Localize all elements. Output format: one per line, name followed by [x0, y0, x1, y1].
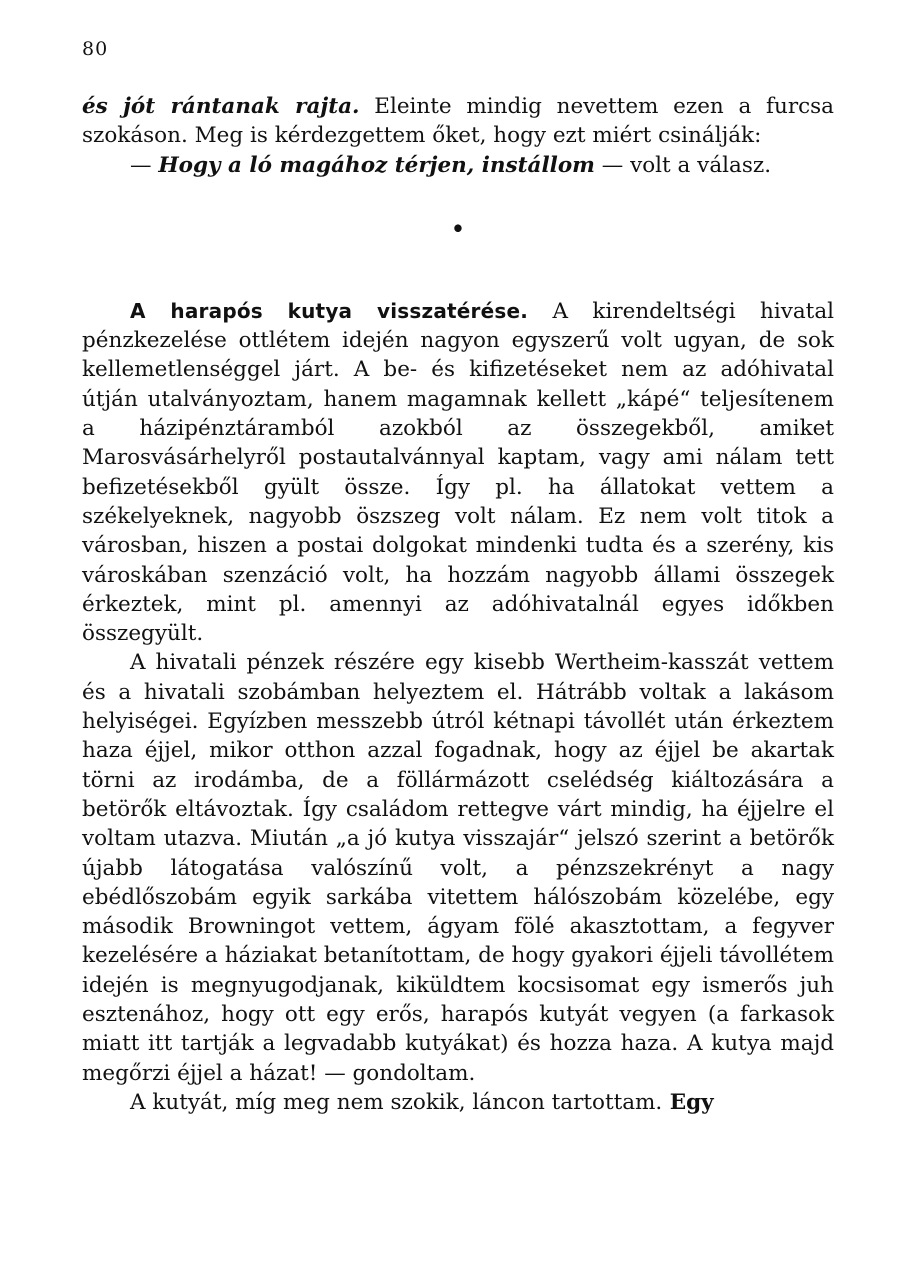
section-separator: • [451, 215, 465, 241]
paragraph-5-last-word: Egy [662, 1089, 714, 1115]
page-number: 80 [82, 38, 109, 60]
book-page [82, 0, 834, 1288]
paragraph-3 [82, 297, 834, 649]
paragraph-5 [82, 1088, 834, 1117]
paragraph-2-dialogue [82, 151, 834, 180]
dialogue-dash: — [130, 152, 159, 178]
section-title: A harapós kutya visszatérése. [130, 298, 529, 323]
dialogue-quote: Hogy a ló magához térjen, instállom [158, 152, 595, 178]
paragraph-4: A hivatali pénzek részére egy kisebb Wertheim-kasszát vettem és a hivatali szobámban helyeztem el. Hátrább voltak a lakásom helyiségei. Egyízben messzebb útról kétnapi távollét után érkeztem haza éjjel, mikor otthon azzal fogadnak, hogy az éjjel be akartak törni az irodámba, de a föllármázott cselédség kiáltozására a betörők eltávoztak. Így családom rettegve várt mindig, ha éjjelre el voltam utazva. Miután „a jó kutya visszajár“ jelszó szerint a betörők újabb látogatása valószínű volt, a pénzszekrényt a nagy ebédlőszobám egyik sarkába vitettem hálószobám közelébe, egy második Browningot vettem, ágyam fölé akasztottam, a fegyver kezelésére a háziakat betanítottam, de hogy gyakori éjjeli távollétem idején is megnyugodjanak, kiküldtem kocsisomat egy ismerős juh esztenához, hogy ott egy erős, harapós kutyát vegyen (a farkasok miatt itt tartják a legvadabb kutyákat) és hozza haza. A kutya majd megőrzi éjjel a házat! — gondoltam. [82, 650, 834, 1086]
page-body [82, 92, 834, 1117]
paragraph-1 [82, 92, 834, 151]
dialogue-rest: — volt a válasz. [594, 152, 772, 178]
paragraph-3-text: A kirendeltségi hivatal pénzkezelése ottlétem idején nagyon egyszerű volt ugyan, de sok kellemetlenséggel járt. A be- és kifizetéseket nem az adóhivatal útján utalványoztam, hanem magamnak kellett „kápé“ teljesítenem a házipénztáramból azokból az összegekből, amiket Marosvásárhelyről postautalvánnyal kaptam, vagy ami nálam tett befizetésekből gyült össze. Így pl. ha állatokat vettem a székelyeknek, nagyobb öszszeg volt nálam. Ez nem volt titok a városban, hiszen a postai dolgokat mindenki tudta és a szerény, kis városkában szenzáció volt, ha hozzám nagyobb állami összegek érkeztek, mint pl. amennyi az adóhivatalnál egyes időkben összegyült. [82, 298, 835, 647]
italic-phrase: és jót rántanak rajta. [82, 94, 360, 119]
paragraph-1-text: Eleinte mindig nevettem ezen a furcsa szokáson. Meg is kérdezgettem őket, hogy ezt miért csinálják: [82, 94, 834, 149]
paragraph-5-text: A kutyát, míg meg nem szokik, láncon tartottam. [130, 1089, 663, 1115]
